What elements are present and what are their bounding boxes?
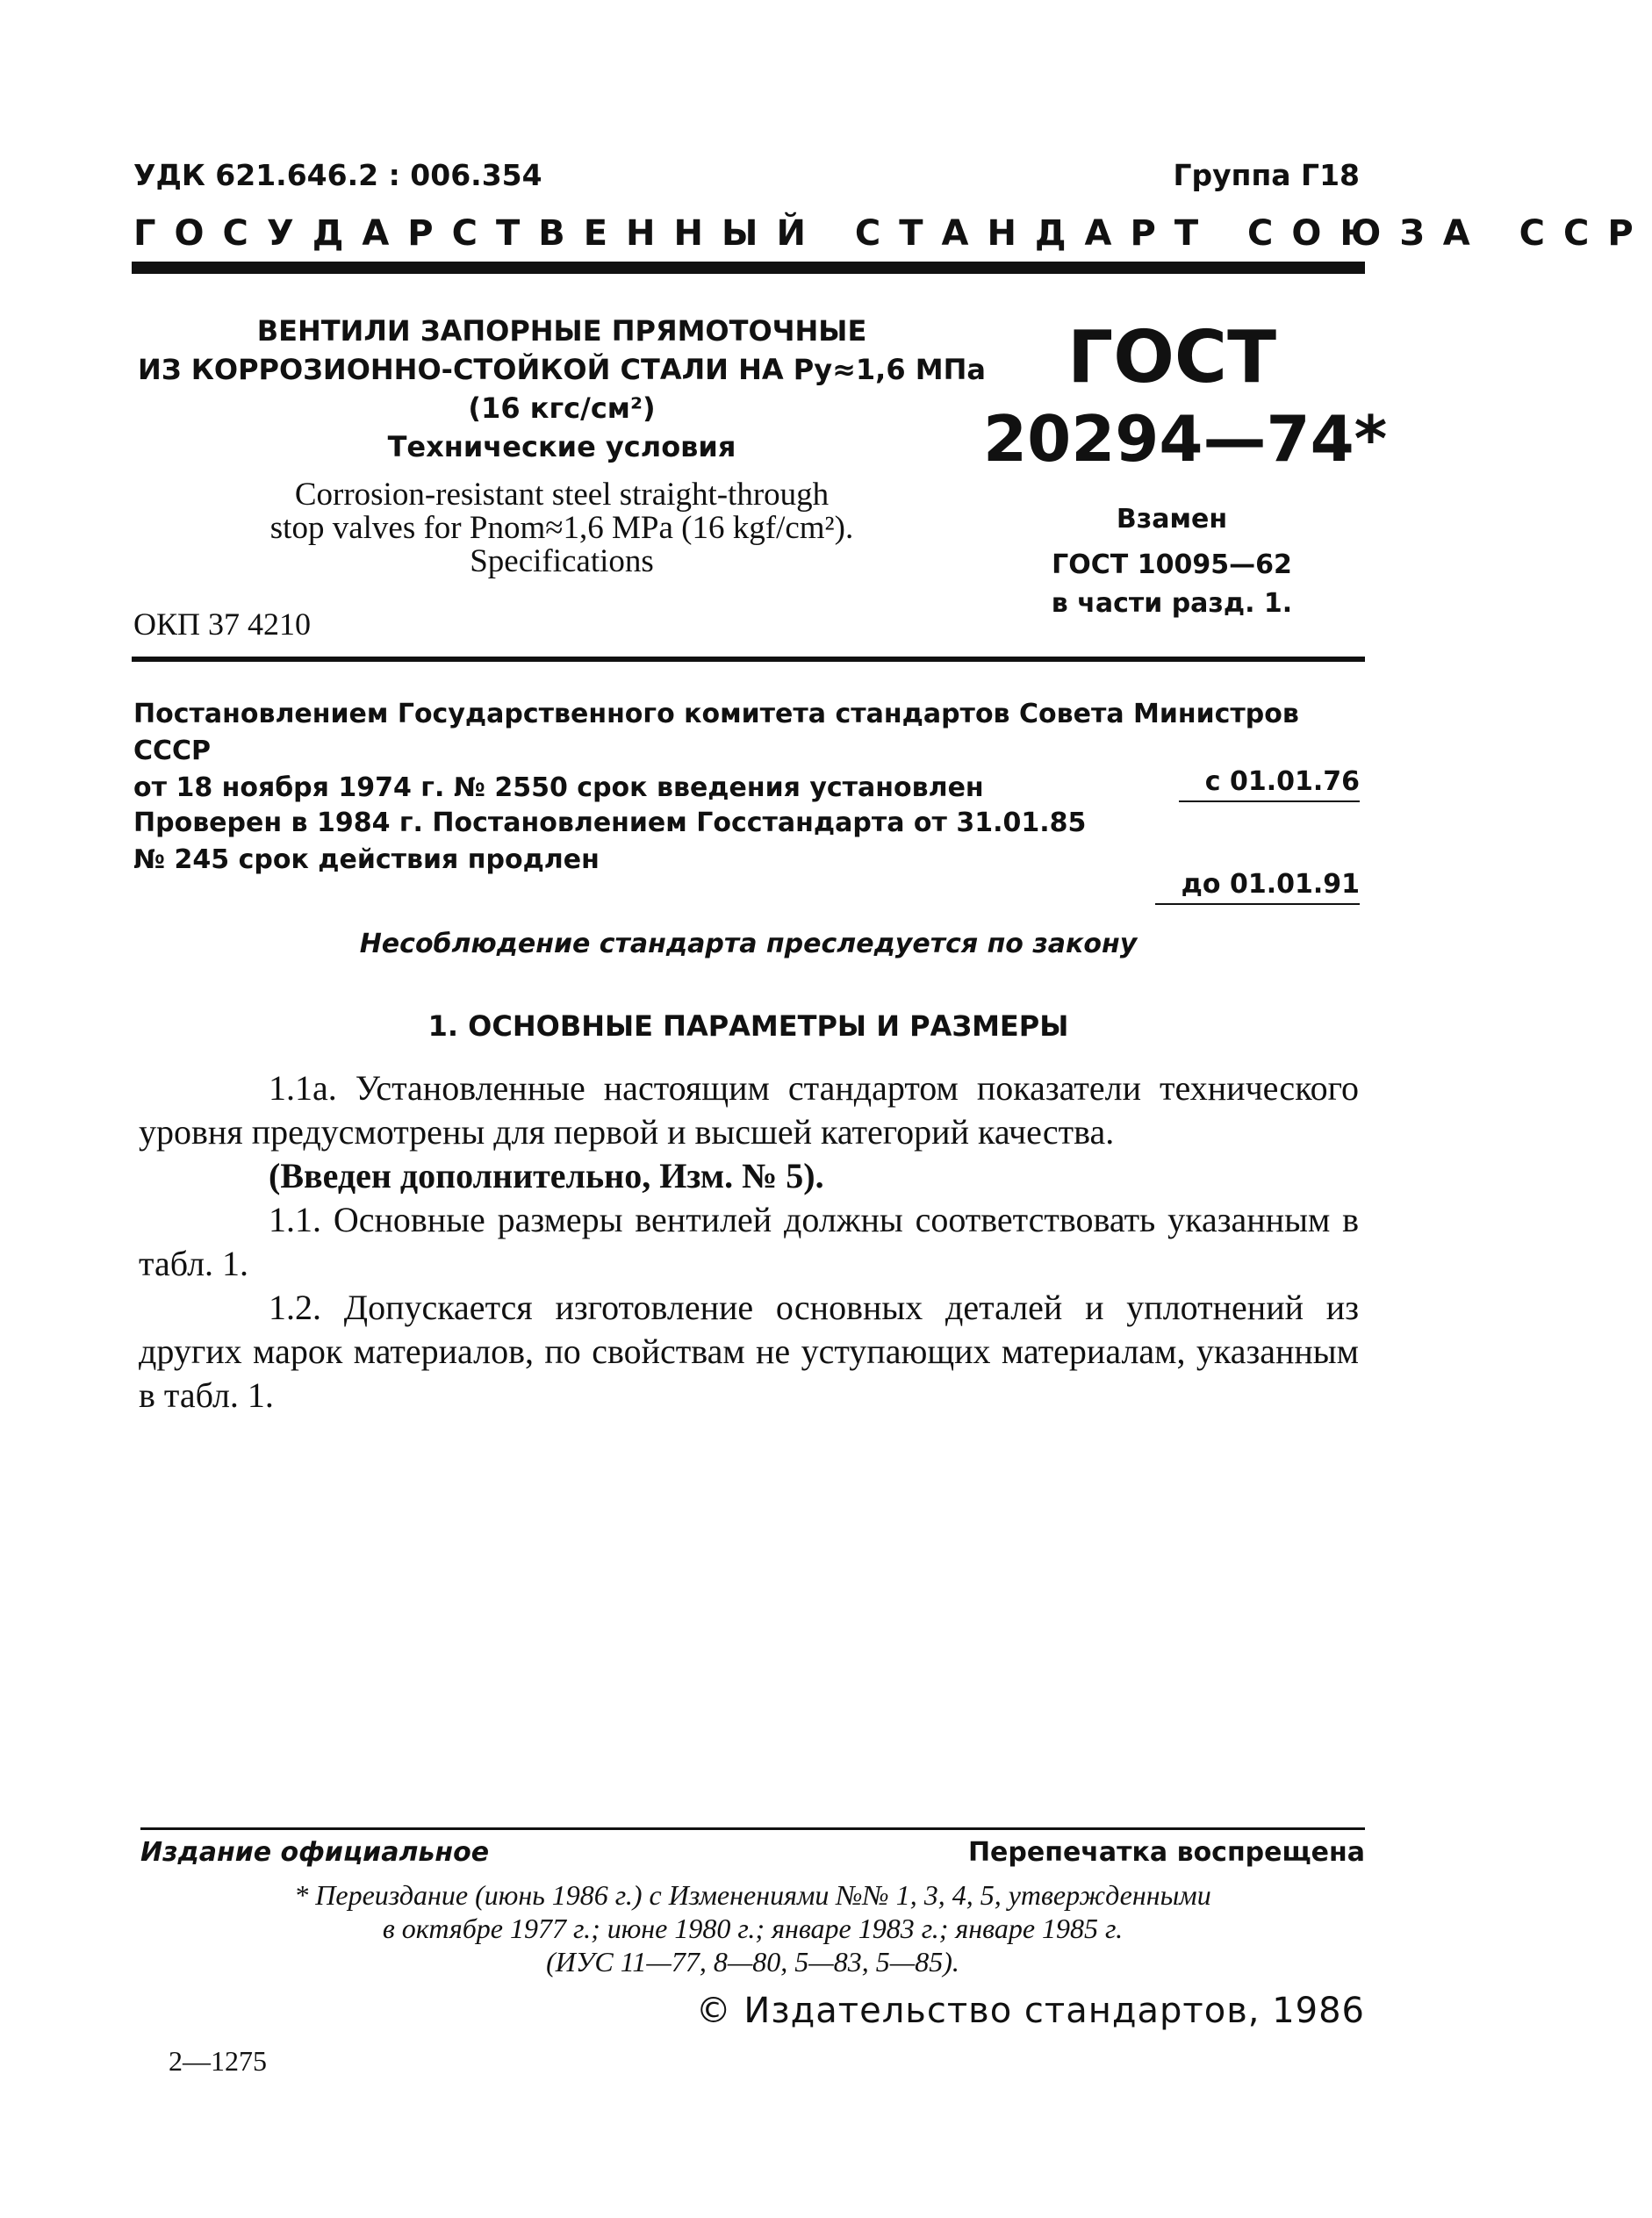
checked-line2: № 245 срок действия продлен xyxy=(133,844,600,875)
footer-rule xyxy=(140,1827,1365,1830)
subtitle-ru: Технические условия xyxy=(387,430,736,463)
section-heading: 1. ОСНОВНЫЕ ПАРАМЕТРЫ И РАЗМЕРЫ xyxy=(427,1009,1069,1043)
gost-label: ГОСТ xyxy=(1067,316,1277,399)
date-from xyxy=(1179,766,1360,802)
date-from-value: с 01.01.76 xyxy=(1179,766,1360,802)
udk-code: УДК 621.646.2 : 006.354 xyxy=(133,158,542,192)
title-rule xyxy=(132,657,1365,662)
replaces-part: в части разд. 1. xyxy=(1051,588,1293,619)
title-ru-line1: ВЕНТИЛИ ЗАПОРНЫЕ ПРЯМОТОЧНЫЕ xyxy=(256,314,867,348)
reissue-note-line2: в октябре 1977 г.; июне 1980 г.; январе 1983 г.; январе 1985 г. xyxy=(382,1913,1124,1944)
okp-code: ОКП 37 4210 xyxy=(133,607,312,642)
title-en-line1: Corrosion-resistant steel straight-through xyxy=(294,477,830,513)
title-en-line3: Specifications xyxy=(470,543,654,579)
decree-line1: Постановлением Государственного комитета стандартов Совета Министров СССР xyxy=(133,699,1299,766)
copyright: © Издательство стандартов, 1986 xyxy=(695,1991,1365,2031)
gost-number: 20294—74* xyxy=(983,402,1388,476)
no-reprint: Перепечатка воспрещена xyxy=(967,1837,1365,1868)
replaces-label: Взамен xyxy=(1116,504,1228,535)
group-code: Группа Г18 xyxy=(1173,158,1360,192)
header-rule xyxy=(132,262,1365,274)
paragraph-1-1a-note: (Введен дополнительно, Изм. № 5). xyxy=(269,1156,824,1195)
reissue-note xyxy=(140,1878,1365,1978)
checked-text xyxy=(133,805,1362,879)
title-ru-line2: ИЗ КОРРОЗИОННО-СТОЙКОЙ СТАЛИ НА Pу≈1,6 МПа xyxy=(138,353,986,386)
title-ru-line3: (16 кгс/см²) xyxy=(468,391,656,425)
decree-line2: от 18 ноября 1974 г. № 2550 срок введения установлен xyxy=(133,772,984,803)
paragraph-1-2: 1.2. Допускается изготовление основных деталей и уплотнений из других марок материалов, по свойствам не уступающих материалам, указанным в табл. 1. xyxy=(139,1288,1359,1415)
title-en xyxy=(123,478,1001,578)
date-to-value: до 01.01.91 xyxy=(1155,869,1360,905)
reissue-note-line3: (ИУС 11—77, 8—80, 5—83, 5—85). xyxy=(546,1946,959,1978)
replaces-block xyxy=(983,500,1361,623)
reissue-note-line1: * Переиздание (июнь 1986 г.) с Изменениями №№ 1, 3, 4, 5, утвержденными xyxy=(294,1879,1211,1911)
state-standard-banner: ГОСУДАРСТВЕННЫЙ СТАНДАРТ СОЮЗА ССР xyxy=(133,213,1652,254)
checked-line1: Проверен в 1984 г. Постановлением Госстандарта от 31.01.85 xyxy=(133,808,1087,838)
print-code: 2—1275 xyxy=(169,2045,267,2077)
title-en-line2: stop valves for Pnom≈1,6 MPa (16 kgf/cm²). xyxy=(269,510,854,546)
replaces-gost: ГОСТ 10095—62 xyxy=(1052,549,1292,580)
section-body xyxy=(139,1066,1359,1418)
date-to xyxy=(1155,869,1360,905)
paragraph-1-1a: 1.1а. Установленные настоящим стандартом показатели технического уровня предусмотрены для первой и высшей категорий качества. xyxy=(139,1068,1359,1152)
paragraph-1-1: 1.1. Основные размеры вентилей должны соответствовать указанным в табл. 1. xyxy=(139,1200,1359,1283)
title-ru xyxy=(123,312,1001,466)
official-edition: Издание официальное xyxy=(140,1837,490,1868)
law-warning: Несоблюдение стандарта преследуется по закону xyxy=(359,929,1138,959)
